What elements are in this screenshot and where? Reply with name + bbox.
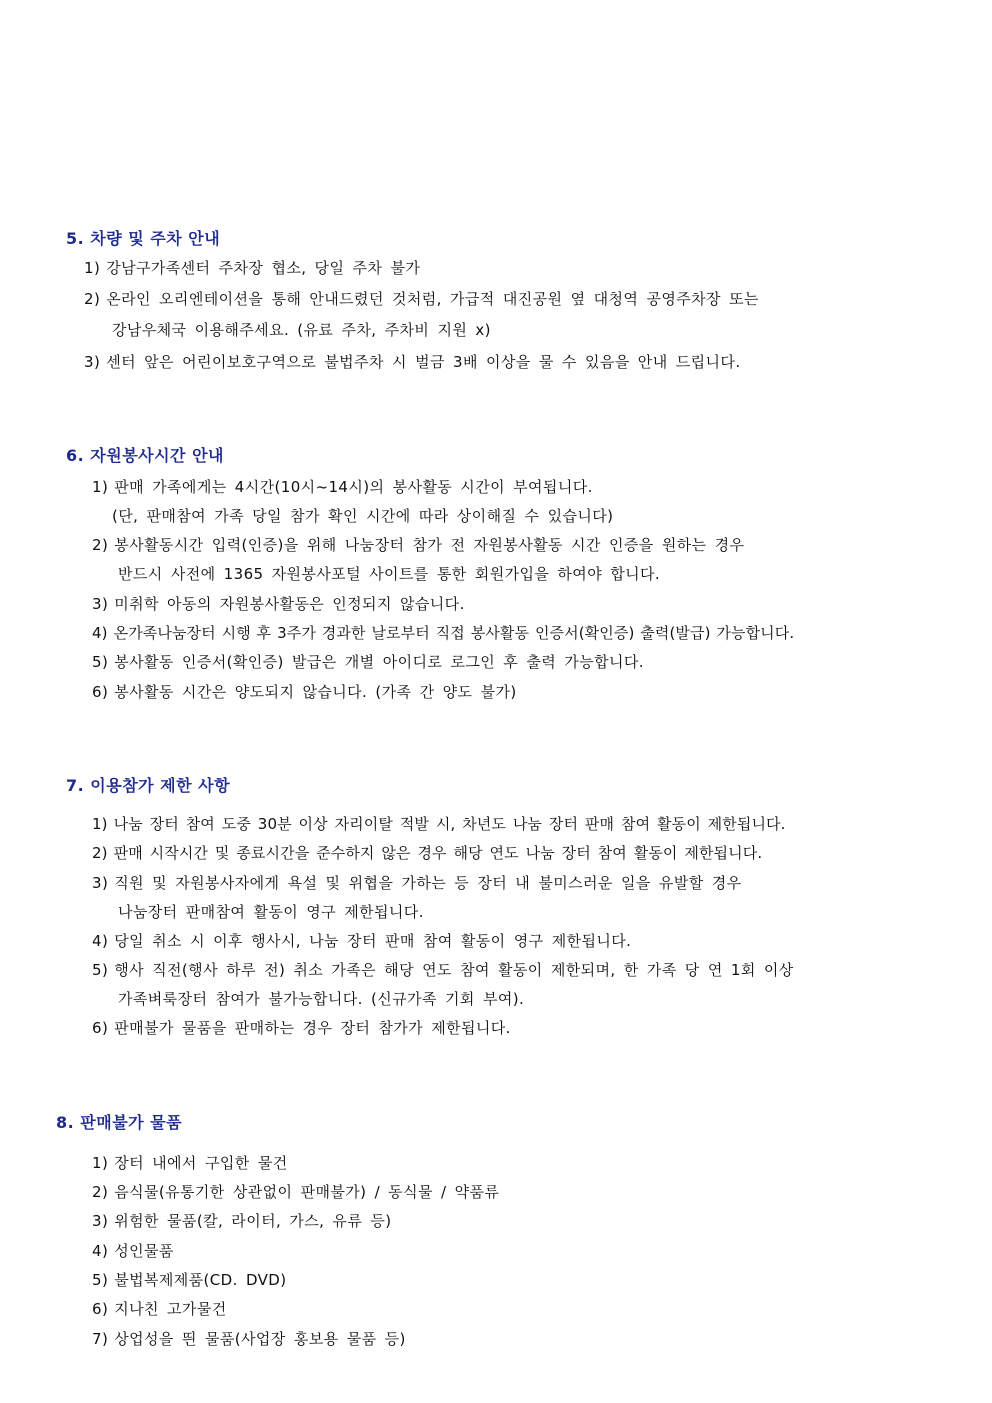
item-number: 3) bbox=[92, 874, 109, 892]
section-7-item-3-cont bbox=[118, 901, 424, 922]
section-5-item-3 bbox=[84, 351, 741, 372]
section-6-item-3 bbox=[92, 593, 465, 614]
item-number: 6) bbox=[92, 683, 109, 701]
item-text: 장터 내에서 구입한 물건 bbox=[114, 1154, 288, 1172]
item-text: 판매 시작시간 및 종료시간을 준수하지 않은 경우 해당 연도 나눔 장터 참여 활동이 제한됩니다. bbox=[113, 844, 763, 862]
item-text: 직원 및 자원봉사자에게 욕설 및 위협을 가하는 등 장터 내 불미스러운 일을 유발할 경우 bbox=[114, 874, 742, 892]
item-text: 강남우체국 이용해주세요. (유료 주차, 주차비 지원 x) bbox=[112, 321, 491, 339]
item-number: 2) bbox=[92, 844, 108, 862]
item-text: 나눔 장터 참여 도중 30분 이상 자리이탈 적발 시, 차년도 나눔 장터 판매 참여 활동이 제한됩니다. bbox=[113, 815, 786, 833]
item-text: 상업성을 띈 물품(사업장 홍보용 물품 등) bbox=[114, 1330, 406, 1348]
section-7-item-4 bbox=[92, 930, 631, 951]
section-5-item-1 bbox=[84, 257, 420, 278]
item-text: 봉사활동 시간은 양도되지 않습니다. (가족 간 양도 불가) bbox=[114, 683, 517, 701]
item-text: 미취학 아동의 자원봉사활동은 인정되지 않습니다. bbox=[114, 595, 465, 613]
section-8-item-3 bbox=[92, 1210, 392, 1231]
item-number: 1) bbox=[92, 815, 108, 833]
item-number: 6) bbox=[92, 1300, 109, 1318]
item-number: 5) bbox=[92, 1271, 109, 1289]
section-7-item-6 bbox=[92, 1017, 511, 1038]
section-7-item-5-cont bbox=[118, 988, 524, 1009]
section-6-item-6 bbox=[92, 681, 517, 702]
section-6-title: 6. 자원봉사시간 안내 bbox=[66, 446, 224, 465]
item-number: 7) bbox=[92, 1330, 109, 1348]
item-text: 가족벼룩장터 참여가 불가능합니다. (신규가족 기회 부여). bbox=[118, 990, 525, 1008]
item-number: 6) bbox=[92, 1019, 109, 1037]
section-6-item-4 bbox=[92, 622, 794, 643]
item-number: 3) bbox=[92, 595, 109, 613]
section-8-item-2 bbox=[92, 1181, 499, 1202]
section-5-item-2-cont bbox=[112, 319, 491, 340]
item-number: 5) bbox=[92, 653, 109, 671]
item-number: 1) bbox=[92, 478, 109, 496]
section-6-item-2 bbox=[92, 534, 744, 555]
section-7-title: 7. 이용참가 제한 사항 bbox=[66, 776, 231, 795]
item-text: 당일 취소 시 이후 행사시, 나눔 장터 판매 참여 활동이 영구 제한됩니다. bbox=[114, 932, 632, 950]
item-text: 판매 가족에게는 4시간(10시~14시)의 봉사활동 시간이 부여됩니다. bbox=[114, 478, 593, 496]
item-text: 음식물(유통기한 상관없이 판매불가) / 동식물 / 약품류 bbox=[114, 1183, 500, 1201]
item-text: 강남구가족센터 주차장 협소, 당일 주차 불가 bbox=[106, 259, 421, 277]
item-number: 4) bbox=[92, 932, 109, 950]
section-6-item-1 bbox=[92, 476, 593, 497]
section-6-item-1-cont bbox=[112, 505, 613, 526]
section-7-item-5 bbox=[92, 959, 794, 980]
item-text: 봉사활동 인증서(확인증) 발급은 개별 아이디로 로그인 후 출력 가능합니다. bbox=[114, 653, 644, 671]
section-8-item-4 bbox=[92, 1240, 174, 1261]
item-number: 1) bbox=[92, 1154, 109, 1172]
item-text: 온가족나눔장터 시행 후 3주가 경과한 날로부터 직접 봉사활동 인증서(확인증) 출력(발급) 가능합니다. bbox=[113, 624, 795, 642]
item-number: 4) bbox=[92, 624, 108, 642]
section-7-item-1 bbox=[92, 813, 786, 834]
section-5-title: 5. 차량 및 주차 안내 bbox=[66, 229, 221, 248]
item-text: (단, 판매참여 가족 당일 참가 확인 시간에 따라 상이해질 수 있습니다) bbox=[112, 507, 614, 525]
item-text: 행사 직전(행사 하루 전) 취소 가족은 해당 연도 참여 활동이 제한되며, 한 가족 당 연 1회 이상 bbox=[114, 961, 794, 979]
item-number: 3) bbox=[84, 353, 101, 371]
section-8-title: 8. 판매불가 물품 bbox=[56, 1113, 183, 1132]
item-number: 2) bbox=[84, 290, 101, 308]
section-8-item-6 bbox=[92, 1298, 227, 1319]
item-text: 위험한 물품(칼, 라이터, 가스, 유류 등) bbox=[114, 1212, 392, 1230]
section-6-item-5 bbox=[92, 651, 644, 672]
section-7-item-3 bbox=[92, 872, 742, 893]
section-8-item-5 bbox=[92, 1269, 287, 1290]
item-text: 지나친 고가물건 bbox=[114, 1300, 227, 1318]
item-number: 3) bbox=[92, 1212, 109, 1230]
section-8-item-1 bbox=[92, 1152, 288, 1173]
item-text: 센터 앞은 어린이보호구역으로 불법주차 시 벌금 3배 이상을 물 수 있음을 안내 드립니다. bbox=[106, 353, 741, 371]
item-text: 판매불가 물품을 판매하는 경우 장터 참가가 제한됩니다. bbox=[114, 1019, 511, 1037]
item-text: 봉사활동시간 입력(인증)을 위해 나눔장터 참가 전 자원봉사활동 시간 인증을 원하는 경우 bbox=[114, 536, 745, 554]
section-5-item-2 bbox=[84, 288, 759, 309]
section-8-item-7 bbox=[92, 1328, 406, 1349]
item-number: 2) bbox=[92, 536, 109, 554]
item-text: 성인물품 bbox=[114, 1242, 174, 1260]
item-text: 온라인 오리엔테이션을 통해 안내드렸던 것처럼, 가급적 대진공원 옆 대청역 공영주차장 또는 bbox=[106, 290, 759, 308]
item-text: 불법복제제품(CD. DVD) bbox=[114, 1271, 287, 1289]
item-text: 반드시 사전에 1365 자원봉사포털 사이트를 통한 회원가입을 하여야 합니다. bbox=[118, 565, 661, 583]
item-number: 4) bbox=[92, 1242, 109, 1260]
section-6-item-2-cont bbox=[118, 563, 660, 584]
item-text: 나눔장터 판매참여 활동이 영구 제한됩니다. bbox=[118, 903, 424, 921]
section-7-item-2 bbox=[92, 842, 762, 863]
item-number: 2) bbox=[92, 1183, 109, 1201]
item-number: 1) bbox=[84, 259, 101, 277]
item-number: 5) bbox=[92, 961, 109, 979]
